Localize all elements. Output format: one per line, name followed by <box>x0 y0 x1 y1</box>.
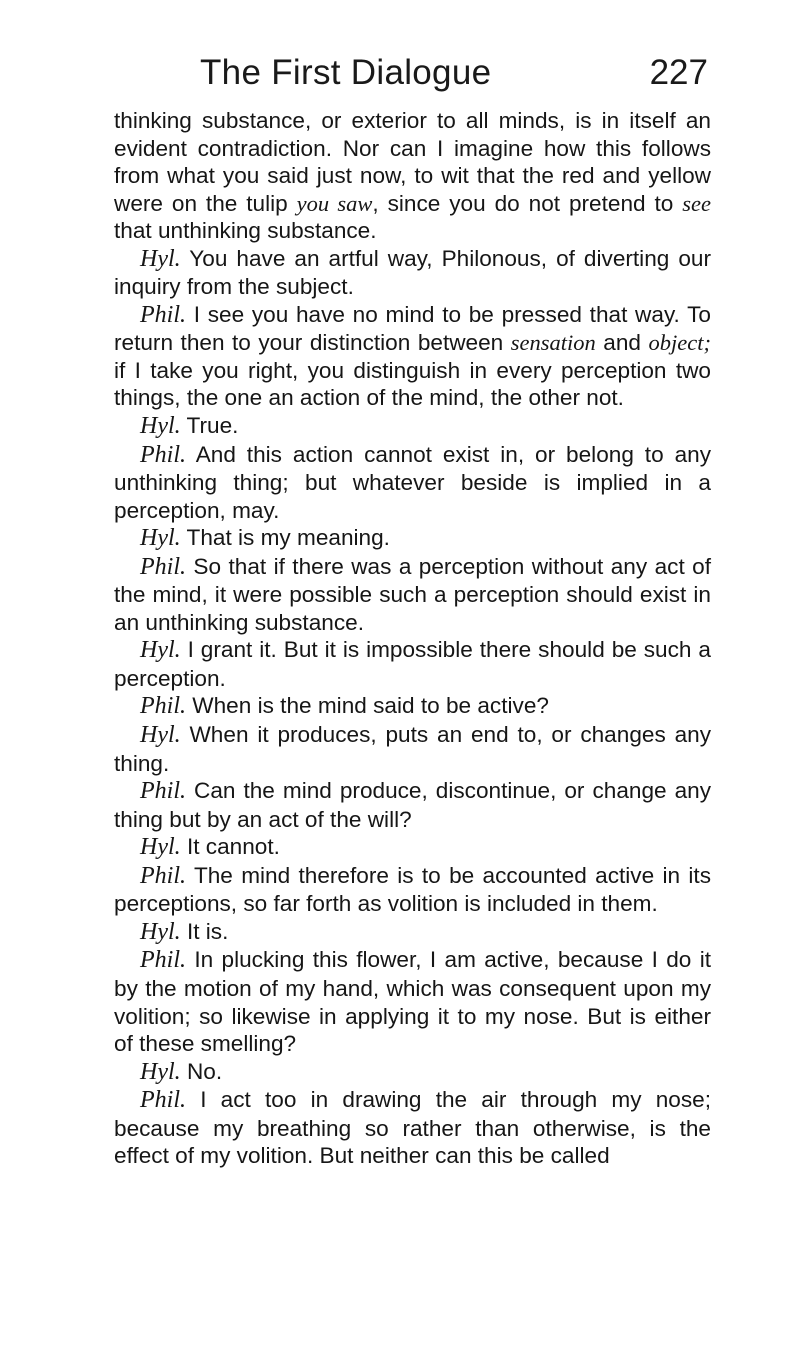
speaker-label: Phil. <box>140 862 186 889</box>
text-run: I grant it. But it is impossible there should be such a perception. <box>114 637 711 691</box>
text-run: Can the mind produce, discontinue, or change any thing but by an act of the will? <box>114 778 712 832</box>
dialogue-paragraph <box>114 1086 711 1170</box>
text-run: And this action cannot exist in, or belong to any unthinking thing; but whatever beside is implied in a perception, may. <box>114 441 712 523</box>
text-run: In plucking this flower, I am active, because I do it by the motion of my hand, which was consequent upon my volition; so likewise in applying it to my nose. But is either of these smelling? <box>114 947 711 1057</box>
text-run: When is the mind said to be active? <box>192 693 549 719</box>
text-run: The mind therefore is to be accounted active in its perceptions, so far forth as volition is included in them. <box>114 862 712 917</box>
speaker-label: Phil. <box>140 301 186 328</box>
running-head <box>0 50 800 96</box>
text-run: So that if there was a perception without any act of the mind, it were possible such a perception should exist in an unthinking substance. <box>114 553 711 635</box>
dialogue-paragraph <box>114 412 711 441</box>
speaker-label: Hyl. <box>140 834 181 861</box>
dialogue-paragraph <box>114 245 711 301</box>
text-run: That is my meaning. <box>186 525 390 551</box>
speaker-label: Hyl. <box>140 722 181 749</box>
text-run: if I take you right, you distinguish in every perception two things, the one an action of the mind, the other not. <box>114 357 711 411</box>
speaker-label: Hyl. <box>140 1058 181 1085</box>
text-run: When it produces, puts an end to, or changes any thing. <box>114 722 711 776</box>
dialogue-paragraph <box>114 441 711 525</box>
dialogue-paragraph <box>114 636 711 692</box>
italic-text: see <box>682 190 711 216</box>
dialogue-paragraph <box>114 553 711 637</box>
speaker-label: Hyl. <box>140 918 181 945</box>
speaker-label: Phil. <box>140 1087 186 1114</box>
continued-paragraph <box>114 107 711 245</box>
dialogue-paragraph <box>114 524 711 553</box>
dialogue-paragraph <box>114 918 711 947</box>
dialogue-paragraph <box>114 833 711 862</box>
speaker-label: Phil. <box>140 553 186 580</box>
text-run: It is. <box>186 918 229 944</box>
speaker-label: Hyl. <box>140 637 181 664</box>
text-run: thinking substance, or exterior to all minds, is in itself an evident contradiction. Nor can I imagine how this follows from what you said just now, to wit that the red and yellow were on the tulip <box>114 108 711 216</box>
italic-text: you saw <box>296 190 373 216</box>
italic-text: object; <box>648 330 711 356</box>
dialogue-paragraph <box>114 721 711 777</box>
dialogue-paragraph <box>114 946 711 1057</box>
speaker-label: Phil. <box>140 441 186 468</box>
speaker-label: Hyl. <box>140 525 181 552</box>
speaker-label: Phil. <box>140 947 186 974</box>
speaker-label: Phil. <box>140 693 186 720</box>
dialogue-paragraph <box>114 862 711 918</box>
text-run: I see you have no mind to be pressed that way. To return then to your distinction between <box>114 301 711 356</box>
text-run: True. <box>186 413 239 439</box>
dialogue-text <box>114 107 711 1170</box>
speaker-label: Phil. <box>140 778 186 805</box>
text-run: I act too in drawing the air through my nose; because my breathing so rather than otherwise, is the effect of my volition. But neither can this be called <box>114 1087 711 1169</box>
speaker-label: Hyl. <box>140 413 181 440</box>
running-title: The First Dialogue <box>200 53 492 92</box>
italic-text: sensation <box>510 330 596 356</box>
speaker-label: Hyl. <box>140 245 181 272</box>
dialogue-paragraph <box>114 301 711 412</box>
text-run: It cannot. <box>186 834 280 860</box>
dialogue-paragraph <box>114 777 711 833</box>
text-run: No. <box>186 1058 223 1084</box>
page-number: 227 <box>649 53 708 92</box>
text-run: that unthinking substance. <box>114 218 377 244</box>
text-run: You have an artful way, Philonous, of diverting our inquiry from the subject. <box>114 245 711 300</box>
dialogue-paragraph <box>114 1058 711 1087</box>
dialogue-paragraph <box>114 692 711 721</box>
text-run: , since you do not pretend to <box>372 190 683 216</box>
text-run: and <box>595 330 649 356</box>
